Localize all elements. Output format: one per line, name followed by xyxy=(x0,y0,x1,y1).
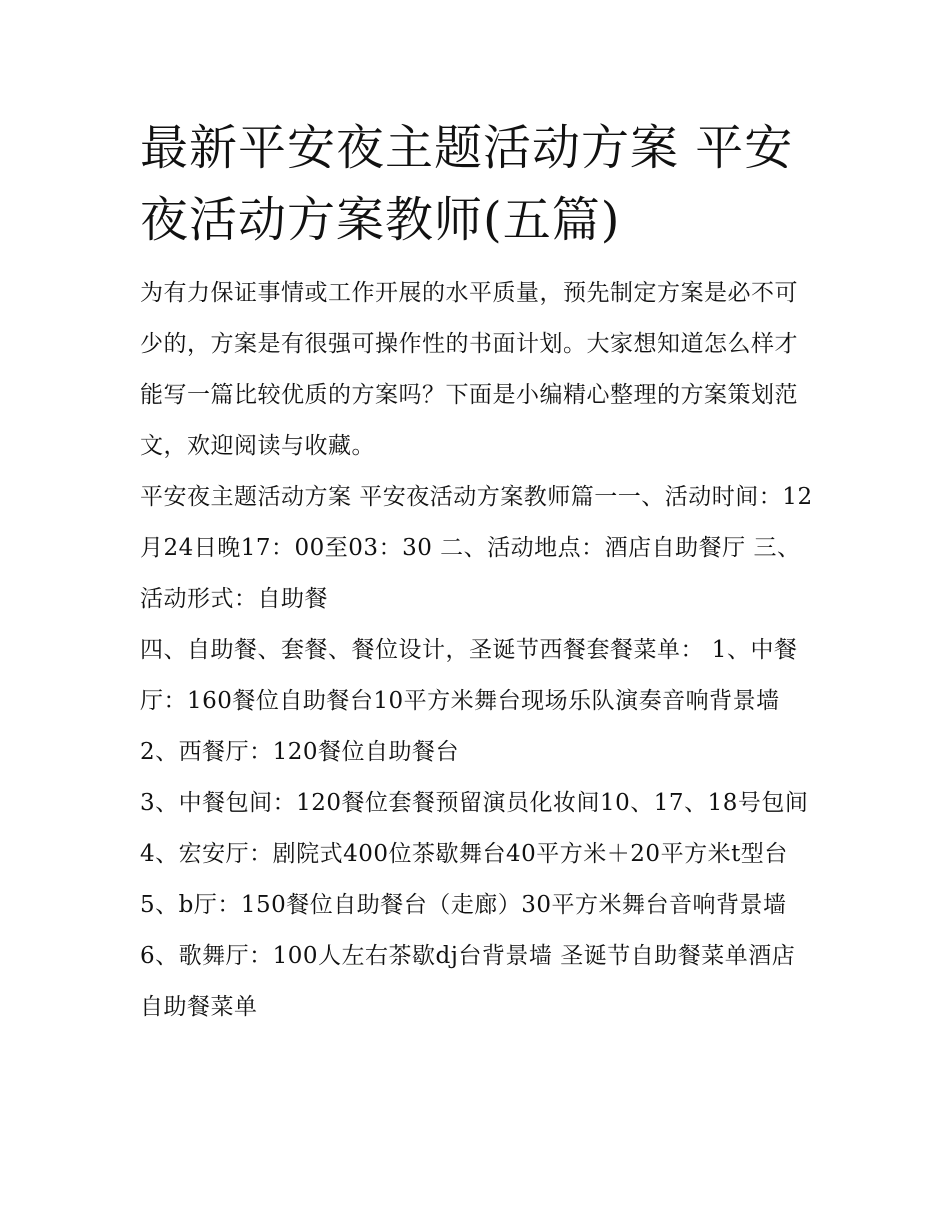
venue-design-paragraph: 四、自助餐、套餐、餐位设计，圣诞节西餐套餐菜单： 1、中餐厅：160餐位自助餐台10平方米舞台现场乐队演奏音响背景墙 2、西餐厅：120餐位自助餐台 xyxy=(140,637,798,765)
activity-time-paragraph: 平安夜主题活动方案 平安夜活动方案教师篇一一、活动时间：12月24日晚17：00至03：30 二、活动地点：酒店自助餐厅 三、活动形式：自助餐 xyxy=(140,484,813,612)
chinese-private-room-paragraph: 3、中餐包间：120餐位套餐预留演员化妆间10、17、18号包间 xyxy=(140,790,809,816)
hongan-hall-paragraph: 4、宏安厅：剧院式400位茶歇舞台40平方米＋20平方米t型台 xyxy=(140,841,788,867)
document-title: 最新平安夜主题活动方案 平安夜活动方案教师(五篇) xyxy=(140,120,794,248)
document-body xyxy=(140,112,815,1033)
intro-paragraph: 为有力保证事情或工作开展的水平质量，预先制定方案是必不可少的，方案是有很强可操作性的书面计划。大家想知道怎么样才能写一篇比较优质的方案吗？下面是小编精心整理的方案策划范文，欢迎阅读与收藏。 xyxy=(140,280,798,459)
ballroom-paragraph: 6、歌舞厅：100人左右茶歇dj台背景墙 圣诞节自助餐菜单酒店自助餐菜单 xyxy=(140,943,796,1020)
b-hall-paragraph: 5、b厅：150餐位自助餐台（走廊）30平方米舞台音响背景墙 xyxy=(140,892,787,918)
